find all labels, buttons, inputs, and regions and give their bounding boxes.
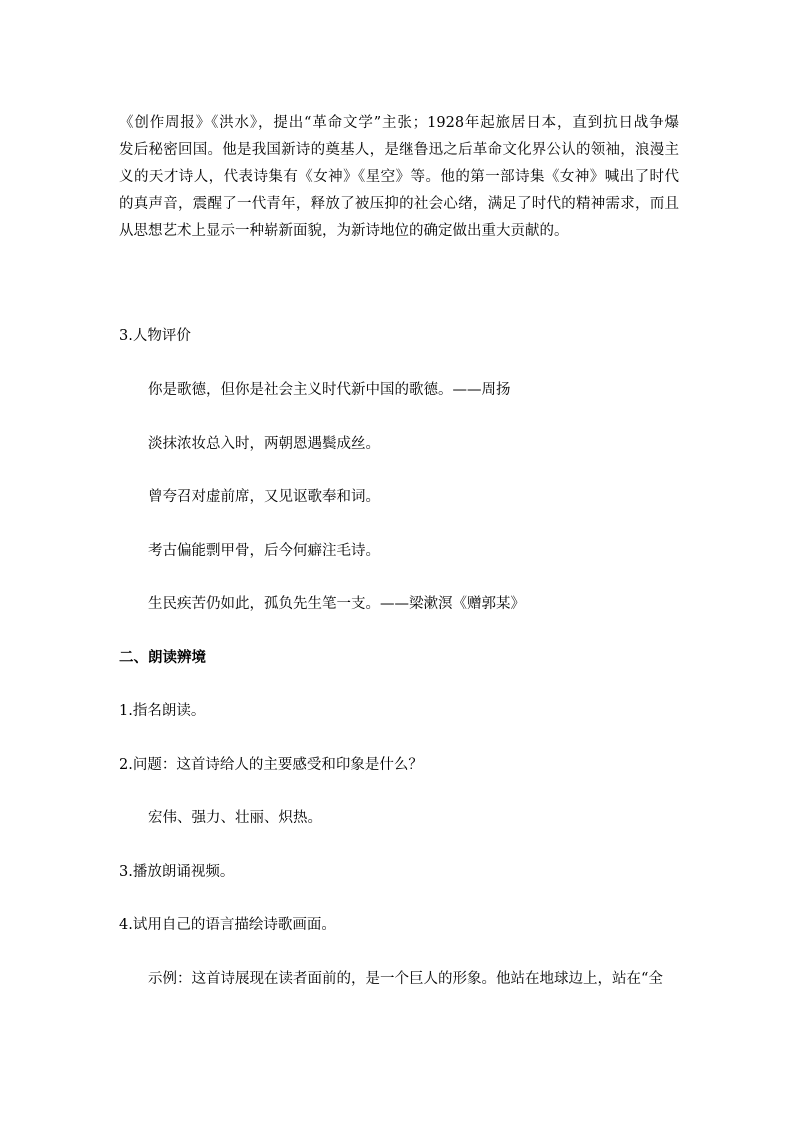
intro-line: 义的天才诗人，代表诗集有《女神》《星空》等。他的第一部诗集《女神》喊出了时代 (119, 169, 679, 185)
part-heading-reading: 二、朗读辨境 (119, 650, 206, 666)
intro-paragraph (119, 110, 679, 245)
intro-line: 的真声音，震醒了一代青年，释放了被压抑的社会心绪，满足了时代的精神需求，而且 (119, 196, 679, 212)
answer-text: 宏伟、强力、壮丽、炽热。 (148, 810, 322, 826)
quote-line: 你是歌德，但你是社会主义时代新中国的歌德。——周扬 (148, 382, 511, 398)
list-item: 3.播放朗诵视频。 (119, 864, 235, 880)
list-item: 4.试用自己的语言描绘诗歌画面。 (119, 917, 336, 933)
list-item: 2.问题：这首诗给人的主要感受和印象是什么？ (119, 757, 423, 773)
quote-line: 淡抹浓妆总入时，两朝恩遇鬓成丝。 (148, 436, 380, 452)
answer-text: 示例：这首诗展现在读者面前的，是一个巨人的形象。他站在地球边上，站在“全 (148, 971, 663, 987)
quote-line: 曾夸召对虚前席，又见讴歌奉和词。 (148, 489, 380, 505)
section-heading-character-evaluation: 3.人物评价 (119, 328, 191, 344)
list-item: 1.指名朗读。 (119, 703, 206, 719)
intro-line: 从思想艺术上显示一种崭新面貌，为新诗地位的确定做出重大贡献的。 (119, 223, 569, 239)
quote-line: 生民疾苦仍如此，孤负先生笔一支。——梁漱溟《赠郭某》 (148, 596, 525, 612)
quote-line: 考古偏能剽甲骨，后今何癖注毛诗。 (148, 543, 380, 559)
intro-line: 发后秘密回国。他是我国新诗的奠基人，是继鲁迅之后革命文化界公认的领袖，浪漫主 (119, 142, 679, 158)
intro-line: 《创作周报》《洪水》，提出“革命文学”主张；1928年起旅居日本，直到抗日战争爆 (119, 115, 679, 131)
